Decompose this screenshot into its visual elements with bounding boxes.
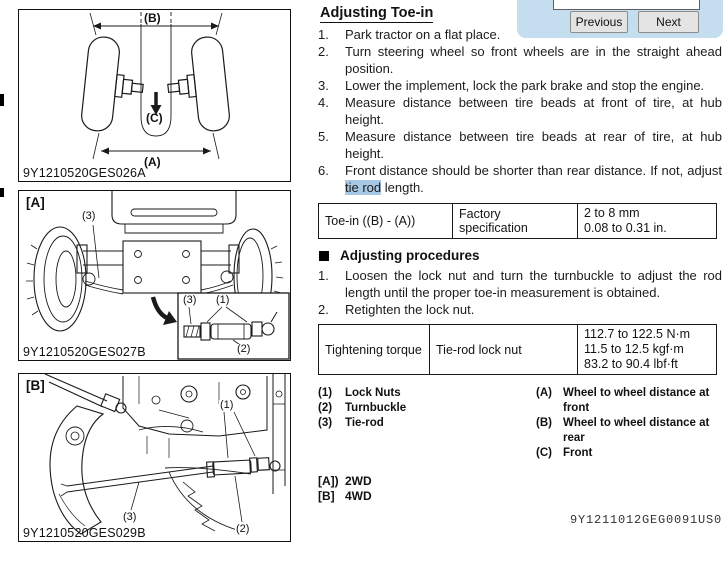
tie-rod-callout: (3) bbox=[82, 210, 96, 222]
factory-spec-table bbox=[318, 203, 717, 239]
square-bullet-icon bbox=[319, 251, 329, 261]
lock-nuts-callout: (1) bbox=[220, 399, 234, 411]
figure-code: 9Y1210520GES027B bbox=[23, 345, 146, 359]
step-item: 2. Retighten the lock nut. bbox=[318, 302, 475, 317]
next-button[interactable]: Next bbox=[638, 11, 699, 33]
figure-4wd-underside bbox=[18, 373, 291, 542]
axle-diagram-art bbox=[19, 191, 290, 360]
dim-label-rear: (B) bbox=[144, 11, 161, 25]
step-item: 1. Loosen the lock nut and turn the turnbuckle to adjust the rod length until the proper toe-in measurement is obtained. bbox=[318, 268, 722, 300]
torque-part: Tie-rod lock nut bbox=[430, 325, 578, 375]
dim-label-front: (A) bbox=[144, 155, 161, 169]
step-item: 6. Front distance should be shorter than rear distance. If not, adjust tie rod length. bbox=[318, 163, 722, 195]
figure-variant-tag: [A] bbox=[26, 195, 45, 210]
step-item: 5. Measure distance between tire beads at rear of tire, at hub height. bbox=[318, 129, 722, 161]
figure-variant-tag: [B] bbox=[26, 378, 45, 393]
document-code: 9Y1211012GEG0091US0 bbox=[569, 513, 722, 527]
legend-item: (B) Wheel to wheel distance at rear bbox=[536, 417, 710, 444]
variant-item: [A]) 2WD bbox=[318, 474, 372, 488]
procedures-heading: Adjusting procedures bbox=[318, 248, 722, 263]
torque-values: 112.7 to 122.5 N·m 11.5 to 12.5 kgf·m 83.2 to 90.4 lbf·ft bbox=[578, 325, 717, 375]
figure-2wd-axle bbox=[18, 190, 291, 361]
torque-row-label: Tightening torque bbox=[319, 325, 430, 375]
spec-type: Factory specification bbox=[453, 204, 578, 239]
page-edge-mark bbox=[0, 94, 4, 106]
torque-table bbox=[318, 324, 717, 375]
legend-right-column bbox=[536, 386, 722, 461]
legend-item: (2) Turnbuckle bbox=[318, 402, 407, 414]
legend-left-column bbox=[318, 386, 536, 461]
figure-code: 9Y1210520GES029B bbox=[23, 526, 146, 540]
legend-item: (3) Tie-rod bbox=[318, 417, 384, 429]
page-title: Adjusting Toe-in bbox=[320, 5, 434, 21]
inset-lock-nut-callout: (1) bbox=[216, 294, 230, 306]
step-item: 3. Lower the implement, lock the park brake and stop the engine. bbox=[318, 78, 705, 93]
dim-label-front-dir: (C) bbox=[146, 111, 163, 125]
inset-turnbuckle-callout: (2) bbox=[237, 343, 251, 355]
figure-code: 9Y1210520GES026A bbox=[23, 166, 146, 180]
search-highlight: tie rod bbox=[345, 180, 382, 195]
legend-item: (A) Wheel to wheel distance at front bbox=[536, 387, 710, 414]
article-content bbox=[318, 0, 722, 527]
legend-item: (1) Lock Nuts bbox=[318, 387, 401, 399]
spec-values: 2 to 8 mm 0.08 to 0.31 in. bbox=[578, 204, 717, 239]
variant-item: [B] 4WD bbox=[318, 489, 372, 503]
step-item: 1. Park tractor on a flat place. bbox=[318, 27, 501, 42]
toe-in-steps bbox=[318, 26, 722, 196]
drivetrain-variants bbox=[318, 474, 722, 504]
spec-row-label: Toe-in ((B) - (A)) bbox=[319, 204, 453, 239]
underside-diagram-art bbox=[19, 374, 290, 541]
procedure-steps bbox=[318, 267, 722, 318]
step-item: 2. Turn steering wheel so front wheels are in the straight ahead position. bbox=[318, 44, 722, 76]
previous-button[interactable]: Previous bbox=[570, 11, 628, 33]
inset-tie-rod-callout: (3) bbox=[183, 294, 197, 306]
tie-rod-callout: (3) bbox=[123, 511, 137, 523]
step-item: 4. Measure distance between tire beads at front of tire, at hub height. bbox=[318, 95, 722, 127]
figure-toe-in-top-view bbox=[18, 9, 291, 182]
legend-item: (C) Front bbox=[536, 447, 593, 459]
turnbuckle-callout: (2) bbox=[236, 523, 250, 535]
callout-legend bbox=[318, 386, 722, 461]
page-edge-mark bbox=[0, 188, 4, 197]
